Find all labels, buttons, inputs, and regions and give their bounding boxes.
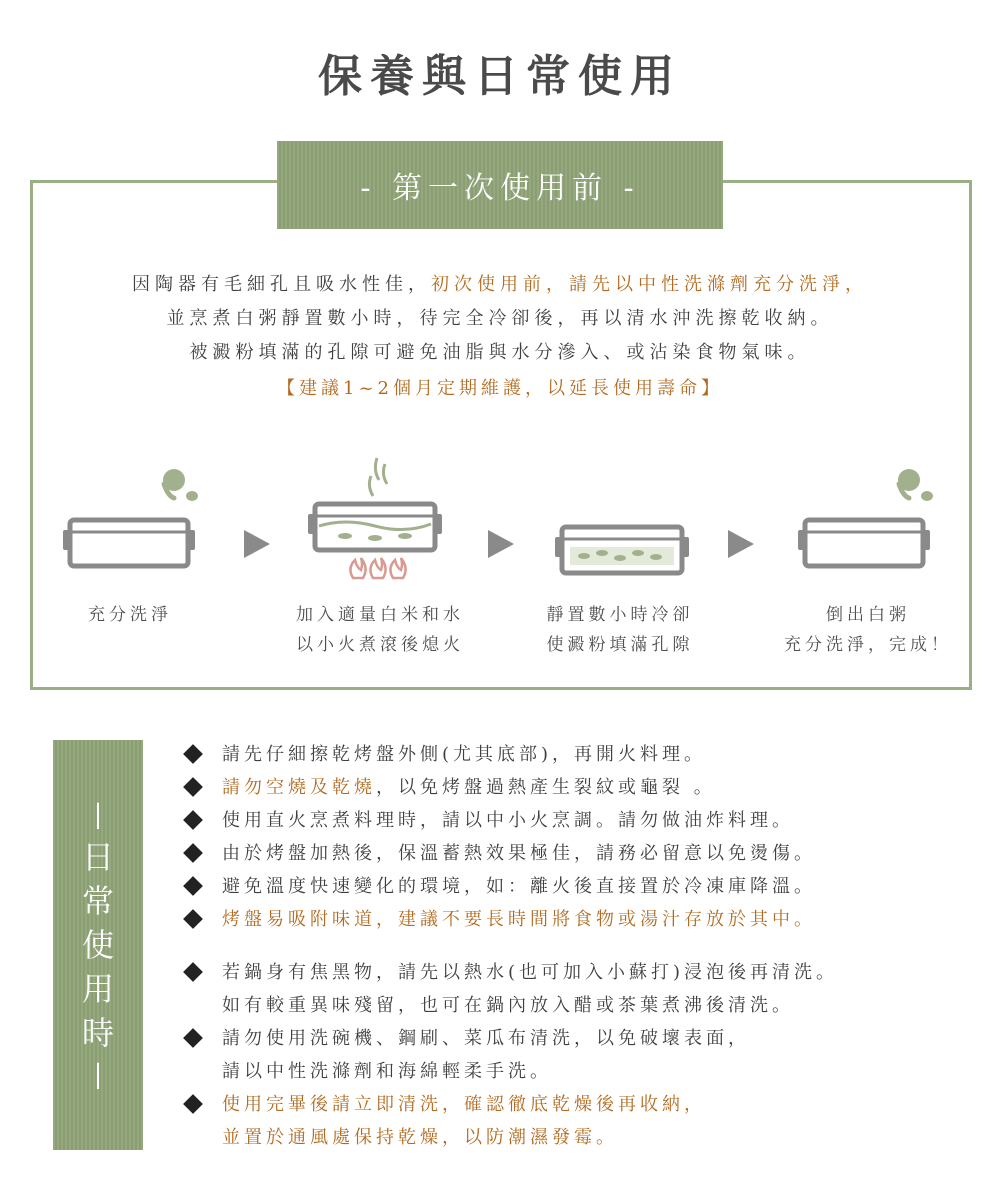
step-4-line-2: 充分洗淨，完成！ [784,635,952,655]
arrow-right-icon [728,530,754,558]
list-item-line-2: 如有較重異味殘留，也可在鍋內放入醋或茶葉煮沸後清洗。 [222,995,794,1016]
step-caption-3 [520,600,720,660]
list-item [180,1088,980,1154]
sidebar-char: 日 [81,838,114,876]
intro-line-1 [30,268,970,302]
list-item-line-2: 請以中性洗滌劑和海綿輕柔手洗。 [222,1061,552,1082]
step-4-line-1: 倒出白粥 [826,605,910,625]
diamond-bullet-icon [183,909,203,929]
intro-line-2: 並烹煮白粥靜置數小時，待完全冷卻後，再以清水沖洗擦乾收納。 [166,308,834,329]
list-item [180,738,980,771]
diamond-bullet-icon [183,962,203,982]
cook-rice-icon [305,450,455,585]
maintenance-tip: 【建議1~2個月定期維護，以延長使用壽命】 [277,378,723,399]
list-item [180,771,980,804]
resting-pan-icon [550,515,700,585]
list-item-line-1: 請勿使用洗碗機、鋼刷、菜瓜布清洗，以免破壞表面， [222,1028,750,1049]
step-2-line-1: 加入適量白米和水 [296,605,464,625]
list-item-text: 使用直火烹煮料理時，請以中小火烹調。請勿做油炸料理。 [222,810,794,831]
diamond-bullet-icon [183,1094,203,1114]
list-item-text: 請先仔細擦乾烤盤外側(尤其底部)，再開火料理。 [222,744,707,765]
sidebar-char: 使 [81,926,114,964]
step-caption-2 [270,600,490,660]
list-item [180,956,980,1022]
intro-line-3: 被澱粉填滿的孔隙可避免油脂與水分滲入、或沾染食物氣味。 [189,342,811,363]
arrow-right-icon [488,530,514,558]
list-item-line-1: 使用完畢後請立即清洗，確認徹底乾燥後再收納， [222,1094,706,1115]
list-item-text: ，以免烤盤過熱產生裂紋或龜裂 。 [376,777,716,798]
sidebar-dash-bottom: | [93,1060,103,1090]
list-item [180,837,980,870]
diamond-bullet-icon [183,876,203,896]
list-item-highlight: 請勿空燒及乾燒 [222,777,376,798]
list-item-line-1: 若鍋身有焦黑物，請先以熱水(也可加入小蘇打)浸泡後再清洗。 [222,962,839,983]
list-item [180,804,980,837]
step-caption-4 [768,600,968,660]
list-item-text: 避免溫度快速變化的環境，如：離火後直接置於冷凍庫降溫。 [222,876,816,897]
list-item-text: 由於烤盤加熱後，保溫蓄熱效果極佳，請務必留意以免燙傷。 [222,843,816,864]
arrow-right-icon [244,530,270,558]
diamond-bullet-icon [183,1028,203,1048]
page-title: 保養與日常使用 [318,51,682,102]
step-2-line-2: 以小火煮滾後熄火 [296,635,464,655]
diamond-bullet-icon [183,810,203,830]
list-item [180,1022,980,1088]
list-item [180,903,980,936]
step-3-line-1: 靜置數小時冷卻 [546,605,694,625]
first-use-banner: - 第一次使用前 - [277,141,723,229]
diamond-bullet-icon [183,843,203,863]
intro-line-1-highlight: 初次使用前，請先以中性洗滌劑充分洗淨， [431,274,868,295]
daily-use-sidebar [53,740,143,1150]
daily-use-list [180,738,980,1154]
clean-pan-icon [60,460,210,580]
list-item [180,870,980,903]
step-caption-1 [50,600,210,630]
intro-line-1-a: 因陶器有毛細孔且吸水性佳， [132,274,431,295]
sidebar-char: 常 [81,882,114,920]
diamond-bullet-icon [183,777,203,797]
step-1-line-1: 充分洗淨 [88,605,172,625]
list-item-line-2: 並置於通風處保持乾燥，以防潮濕發霉。 [222,1127,618,1148]
sidebar-dash-top: | [93,800,103,830]
diamond-bullet-icon [183,744,203,764]
step-3-line-2: 使澱粉填滿孔隙 [546,635,694,655]
sidebar-char: 時 [81,1014,114,1052]
finished-pan-icon [795,460,945,580]
list-item-text: 烤盤易吸附味道，建議不要長時間將食物或湯汁存放於其中。 [222,909,816,930]
sidebar-char: 用 [81,970,114,1008]
